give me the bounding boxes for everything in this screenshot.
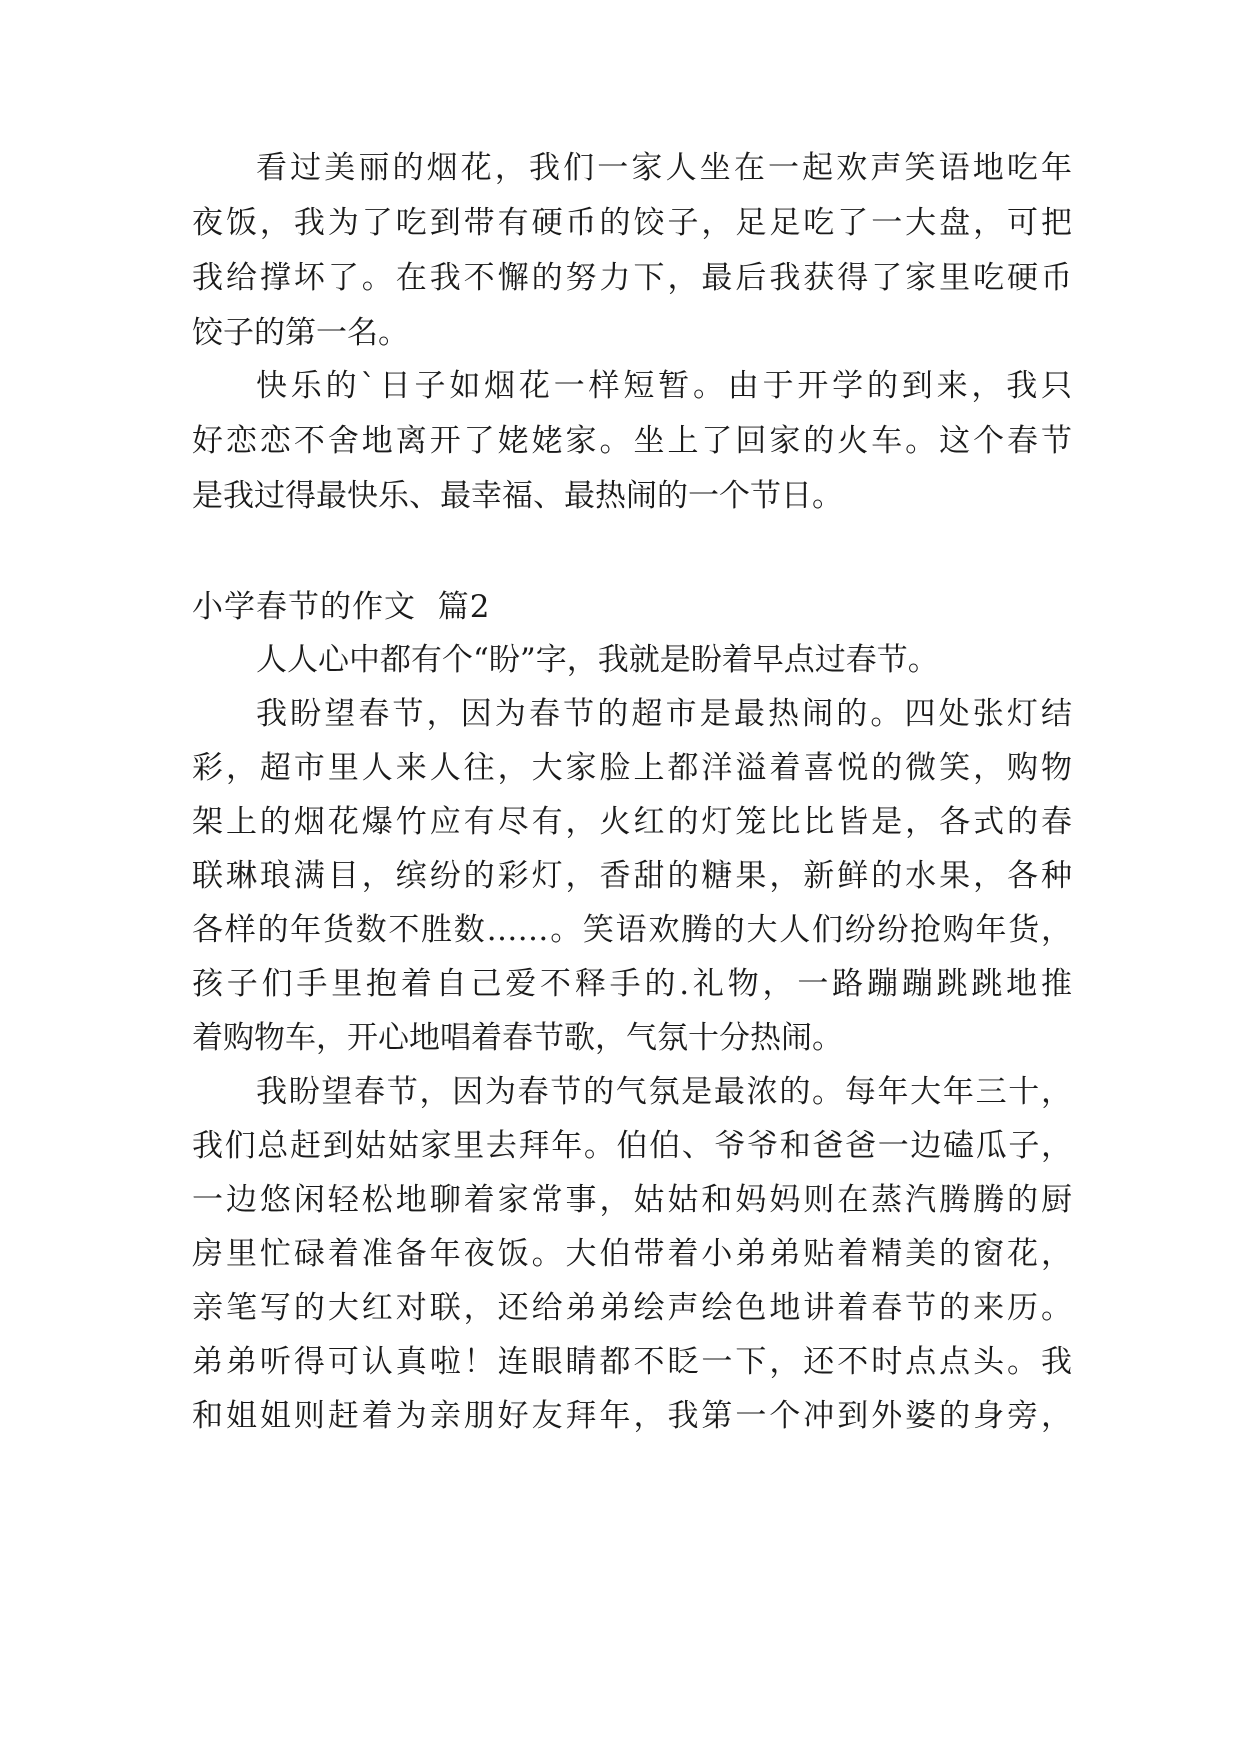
paragraph-line: 我盼望春节，因为春节的气氛是最浓的。每年大年三十， (256, 1074, 1072, 1110)
paragraph-line: 孩子们手里抱着自己爱不释手的.礼物，一路蹦蹦跳跳地推 (192, 966, 1072, 1002)
paragraph-line: 快乐的`日子如烟花一样短暂。由于开学的到来，我只 (256, 368, 1072, 404)
paragraph-line: 夜饭，我为了吃到带有硬币的饺子，足足吃了一大盘，可把 (192, 205, 1072, 241)
paragraph-line: 我给撑坏了。在我不懈的努力下，最后我获得了家里吃硬币 (192, 260, 1072, 296)
paragraph-line: 是我过得最快乐、最幸福、最热闹的一个节日。 (192, 478, 843, 514)
paragraph-line: 联琳琅满目，缤纷的彩灯，香甜的糖果，新鲜的水果，各种 (192, 858, 1072, 894)
paragraph-line: 架上的烟花爆竹应有尽有，火红的灯笼比比皆是，各式的春 (192, 804, 1072, 840)
paragraph-line: 弟弟听得可认真啦！连眼睛都不眨一下，还不时点点头。我 (192, 1344, 1072, 1380)
paragraph-line: 一边悠闲轻松地聊着家常事，姑姑和妈妈则在蒸汽腾腾的厨 (192, 1182, 1072, 1218)
paragraph-line: 好恋恋不舍地离开了姥姥家。坐上了回家的火车。这个春节 (192, 423, 1072, 459)
paragraph-line: 人人心中都有个“盼”字，我就是盼着早点过春节。 (256, 642, 939, 678)
paragraph-line: 各样的年货数不胜数……。笑语欢腾的大人们纷纷抢购年货， (192, 912, 1072, 948)
paragraph-line: 着购物车，开心地唱着春节歌，气氛十分热闹。 (192, 1020, 843, 1056)
paragraph-line: 饺子的第一名。 (192, 315, 409, 351)
section-heading: 小学春节的作文 篇2 (192, 589, 491, 625)
paragraph-line: 我盼望春节，因为春节的超市是最热闹的。四处张灯结 (256, 696, 1072, 732)
paragraph-line: 我们总赶到姑姑家里去拜年。伯伯、爷爷和爸爸一边磕瓜子， (192, 1128, 1072, 1164)
paragraph-line: 看过美丽的烟花，我们一家人坐在一起欢声笑语地吃年 (256, 150, 1072, 186)
paragraph-line: 和姐姐则赶着为亲朋好友拜年，我第一个冲到外婆的身旁， (192, 1398, 1072, 1434)
paragraph-line: 彩，超市里人来人往，大家脸上都洋溢着喜悦的微笑，购物 (192, 750, 1072, 786)
paragraph-line: 房里忙碌着准备年夜饭。大伯带着小弟弟贴着精美的窗花， (192, 1236, 1072, 1272)
paragraph-line: 亲笔写的大红对联，还给弟弟绘声绘色地讲着春节的来历。 (192, 1290, 1072, 1326)
